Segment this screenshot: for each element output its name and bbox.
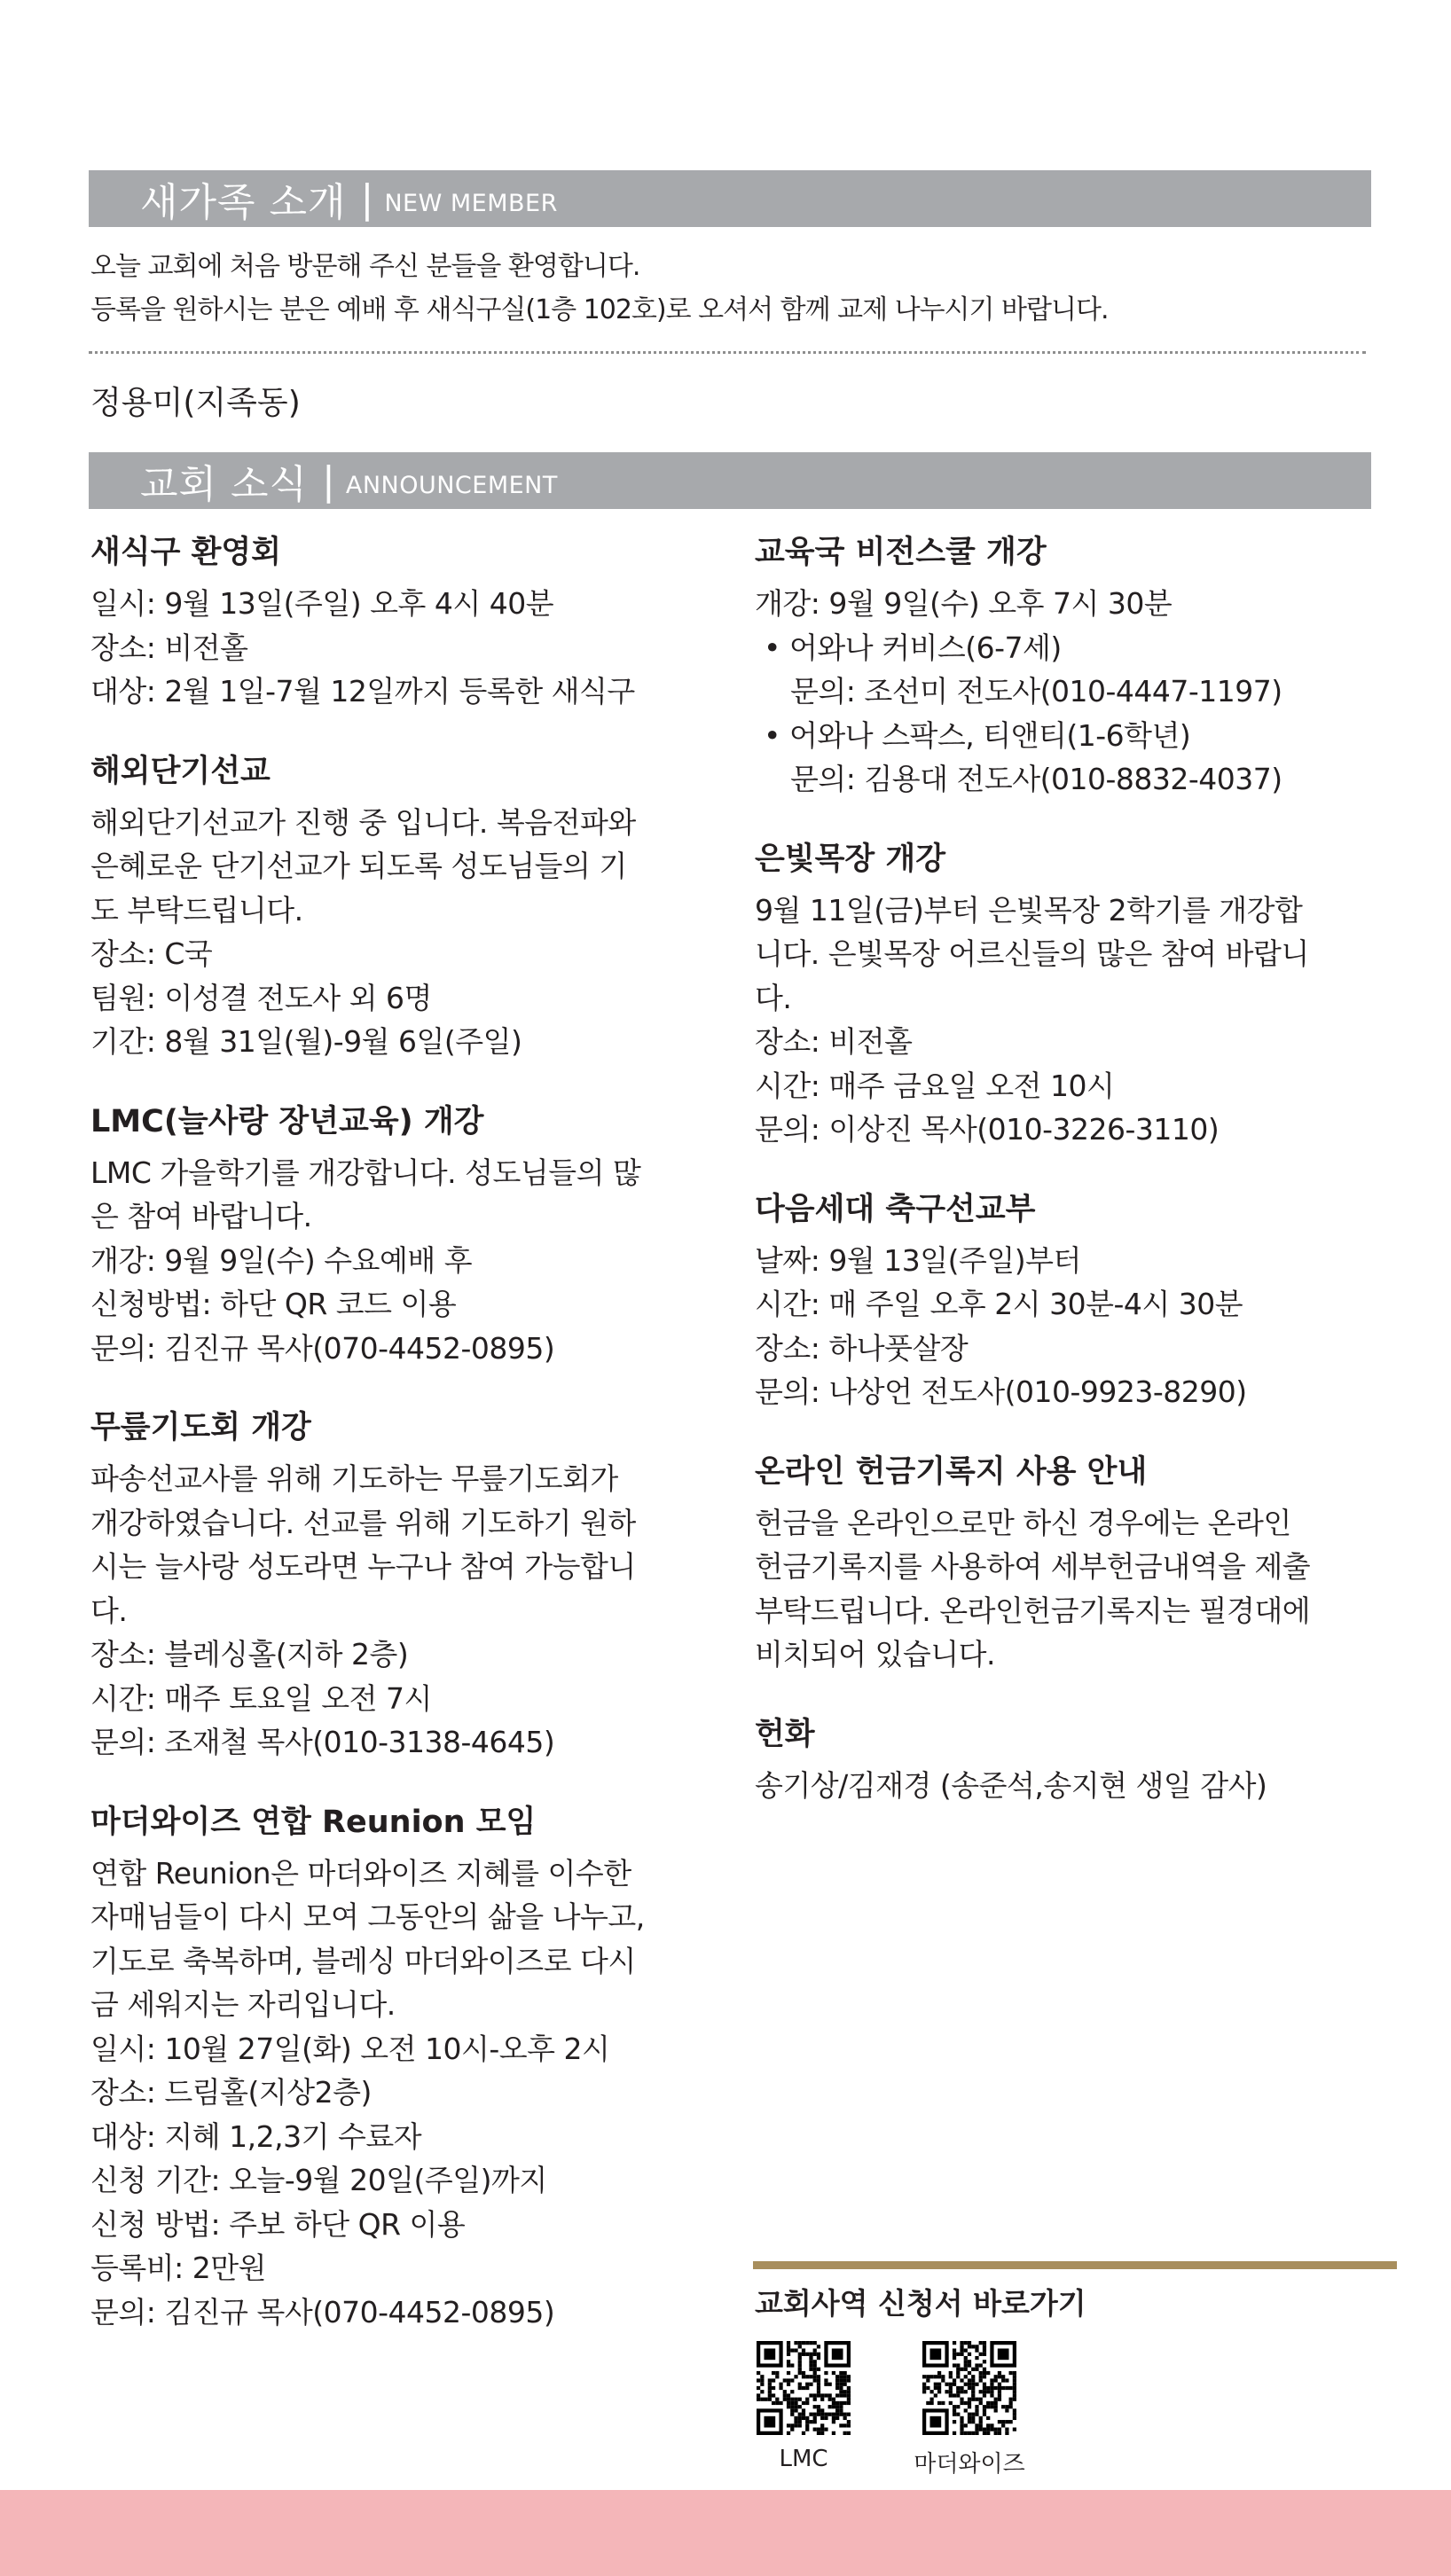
announcement-line: 비치되어 있습니다.	[755, 1637, 996, 1672]
announcement-right-column	[755, 529, 1393, 1841]
announcement-line: 다.	[755, 980, 792, 1015]
announcement-item	[90, 1404, 729, 1765]
qr-label-lmc: LMC	[779, 2446, 828, 2472]
announcement-line: 시는 늘사랑 성도라면 누구나 참여 가능합니	[90, 1549, 636, 1584]
announcement-line: 다.	[90, 1593, 128, 1628]
announcement-line: 기도로 축복하며, 블레싱 마더와이즈로 다시	[90, 1943, 636, 1978]
announcement-line: 은 참여 바랍니다.	[90, 1199, 312, 1233]
announcement-line: 신청 방법: 주보 하단 QR 이용	[90, 2206, 466, 2242]
qr-section-title: 교회사역 신청서 바로가기	[755, 2286, 1086, 2321]
announcement-item	[755, 835, 1393, 1152]
section-title-en: NEW MEMBER	[384, 189, 558, 217]
section-title-kr: 새가족 소개	[140, 180, 347, 225]
announcement-title: 무릎기도회 개강	[90, 1410, 311, 1445]
announcement-bullet: • 어와나 스팍스, 티앤티(1-6학년)	[764, 717, 1191, 753]
announcement-item	[755, 1711, 1393, 1808]
new-member-intro	[90, 245, 1109, 332]
announcement-item	[755, 529, 1393, 802]
section-title-kr: 교회 소식	[140, 462, 309, 507]
announcement-line: 연합 Reunion은 마더와이즈 지혜를 이수한	[90, 1855, 631, 1891]
announcement-line: 장소: 하나풋살장	[755, 1330, 969, 1366]
announcement-line: 헌금기록지를 사용하여 세부헌금내역을 제출	[755, 1549, 1311, 1584]
announcement-line: 개강: 9월 9일(수) 수요예배 후	[90, 1242, 473, 1278]
dotted-divider	[89, 351, 1366, 354]
announcement-item	[90, 748, 729, 1064]
announcement-line: 문의: 나상언 전도사(010-9923-8290)	[755, 1374, 1247, 1409]
announcement-line: 시간: 매주 토요일 오전 7시	[90, 1680, 432, 1716]
announcement-line: 9월 11일(금)부터 은빛목장 2학기를 개강합	[755, 892, 1303, 928]
announcement-line: 대상: 2월 1일-7월 12일까지 등록한 새식구	[90, 674, 635, 709]
announcement-line: 장소: 블레싱홀(지하 2층)	[90, 1637, 409, 1672]
announcement-line: 은혜로운 단기선교가 되도록 성도님들의 기	[90, 849, 627, 883]
announcement-title: 은빛목장 개강	[755, 841, 946, 877]
announcement-line: 대상: 지혜 1,2,3기 수료자	[90, 2118, 422, 2154]
announcement-line: 기간: 8월 31일(월)-9월 6일(주일)	[90, 1024, 522, 1059]
announcement-line: 파송선교사를 위해 기도하는 무릎기도회가	[90, 1461, 618, 1496]
announcement-line: 장소: 드림홀(지상2층)	[90, 2075, 372, 2110]
section-header-new-member	[89, 170, 1371, 227]
announcement-line: 팀원: 이성결 전도사 외 6명	[90, 980, 432, 1015]
announcement-line: 일시: 9월 13일(주일) 오후 4시 40분	[90, 586, 554, 621]
announcement-bullet: • 어와나 커비스(6-7세)	[764, 630, 1062, 665]
announcement-line: 장소: 비전홀	[755, 1024, 913, 1059]
announcement-line: 헌금을 온라인으로만 하신 경우에는 온라인	[755, 1505, 1291, 1540]
section-title-en: ANNOUNCEMENT	[345, 471, 558, 499]
announcement-item	[90, 529, 729, 714]
announcement-title: LMC(늘사랑 장년교육) 개강	[90, 1103, 484, 1139]
intro-line: 등록을 원하시는 분은 예배 후 새식구실(1층 102호)로 오셔서 함께 교제 나누시기 바랍니다.	[90, 294, 1109, 325]
announcement-title: 헌화	[755, 1716, 815, 1752]
announcement-item	[755, 1448, 1393, 1677]
announcement-line: 문의: 조재철 목사(010-3138-4645)	[90, 1725, 555, 1759]
announcement-line: 도 부탁드립니다.	[90, 892, 303, 928]
announcement-line: 송기상/김재경 (송준석,송지현 생일 감사)	[755, 1767, 1267, 1803]
announcement-title: 다음세대 축구선교부	[755, 1191, 1036, 1227]
announcement-title: 교육국 비전스쿨 개강	[755, 535, 1047, 570]
gold-divider	[753, 2261, 1397, 2269]
announcement-title: 마더와이즈 연합 Reunion 모임	[90, 1804, 537, 1840]
announcement-line: 신청방법: 하단 QR 코드 이용	[90, 1287, 457, 1321]
announcement-line: 등록비: 2만원	[90, 2251, 266, 2285]
new-member-names: 정용미(지족동)	[90, 385, 301, 421]
announcement-title: 새식구 환영회	[90, 535, 282, 570]
announcement-line: 개강하였습니다. 선교를 위해 기도하기 원하	[90, 1505, 636, 1540]
title-separator: |	[322, 458, 335, 504]
announcement-item	[90, 1798, 729, 2335]
announcement-left-column	[90, 529, 729, 2368]
announcement-item	[90, 1098, 729, 1371]
announcement-line: 문의: 김진규 목사(070-4452-0895)	[90, 1330, 555, 1366]
announcement-line: 장소: C국	[90, 936, 213, 971]
announcement-line: 신청 기간: 오늘-9월 20일(주일)까지	[90, 2163, 547, 2197]
announcement-line: 장소: 비전홀	[90, 630, 248, 665]
announcement-line: LMC 가을학기를 개강합니다. 성도님들의 많	[90, 1155, 641, 1190]
announcement-line: 시간: 매주 금요일 오전 10시	[755, 1068, 1115, 1103]
announcement-line: 문의: 김진규 목사(070-4452-0895)	[90, 2294, 555, 2329]
intro-line: 오늘 교회에 처음 방문해 주신 분들을 환영합니다.	[90, 251, 640, 282]
announcement-line: 금 세워지는 자리입니다.	[90, 1987, 396, 2022]
announcement-line: 문의: 이상진 목사(010-3226-3110)	[755, 1112, 1220, 1147]
announcement-line: 시간: 매 주일 오후 2시 30분-4시 30분	[755, 1287, 1243, 1321]
announcement-title: 해외단기선교	[90, 753, 271, 789]
announcement-title: 온라인 헌금기록지 사용 안내	[755, 1453, 1148, 1490]
announcement-line: 부탁드립니다. 온라인헌금기록지는 필경대에	[755, 1593, 1311, 1628]
announcement-line: 문의: 조선미 전도사(010-4447-1197)	[790, 674, 1282, 709]
announcement-line: 해외단기선교가 진행 중 입니다. 복음전파와	[90, 804, 636, 840]
announcement-line: 날짜: 9월 13일(주일)부터	[755, 1242, 1081, 1278]
qr-code-lmc[interactable]	[757, 2341, 851, 2435]
announcement-line: 일시: 10월 27일(화) 오전 10시-오후 2시	[90, 2031, 610, 2066]
announcement-line: 문의: 김용대 전도사(010-8832-4037)	[790, 762, 1282, 796]
title-separator: |	[360, 176, 374, 222]
qr-label-motherwise: 마더와이즈	[914, 2451, 1025, 2478]
announcement-line: 니다. 은빛목장 어르신들의 많은 참여 바랍니	[755, 936, 1309, 971]
announcement-line: 자매님들이 다시 모여 그동안의 삶을 나누고,	[90, 1899, 645, 1934]
section-header-announcement	[89, 452, 1371, 509]
announcement-line: 개강: 9월 9일(수) 오후 7시 30분	[755, 586, 1173, 621]
qr-code-motherwise[interactable]	[922, 2341, 1016, 2435]
announcement-item	[755, 1186, 1393, 1414]
footer-band	[0, 2490, 1451, 2576]
